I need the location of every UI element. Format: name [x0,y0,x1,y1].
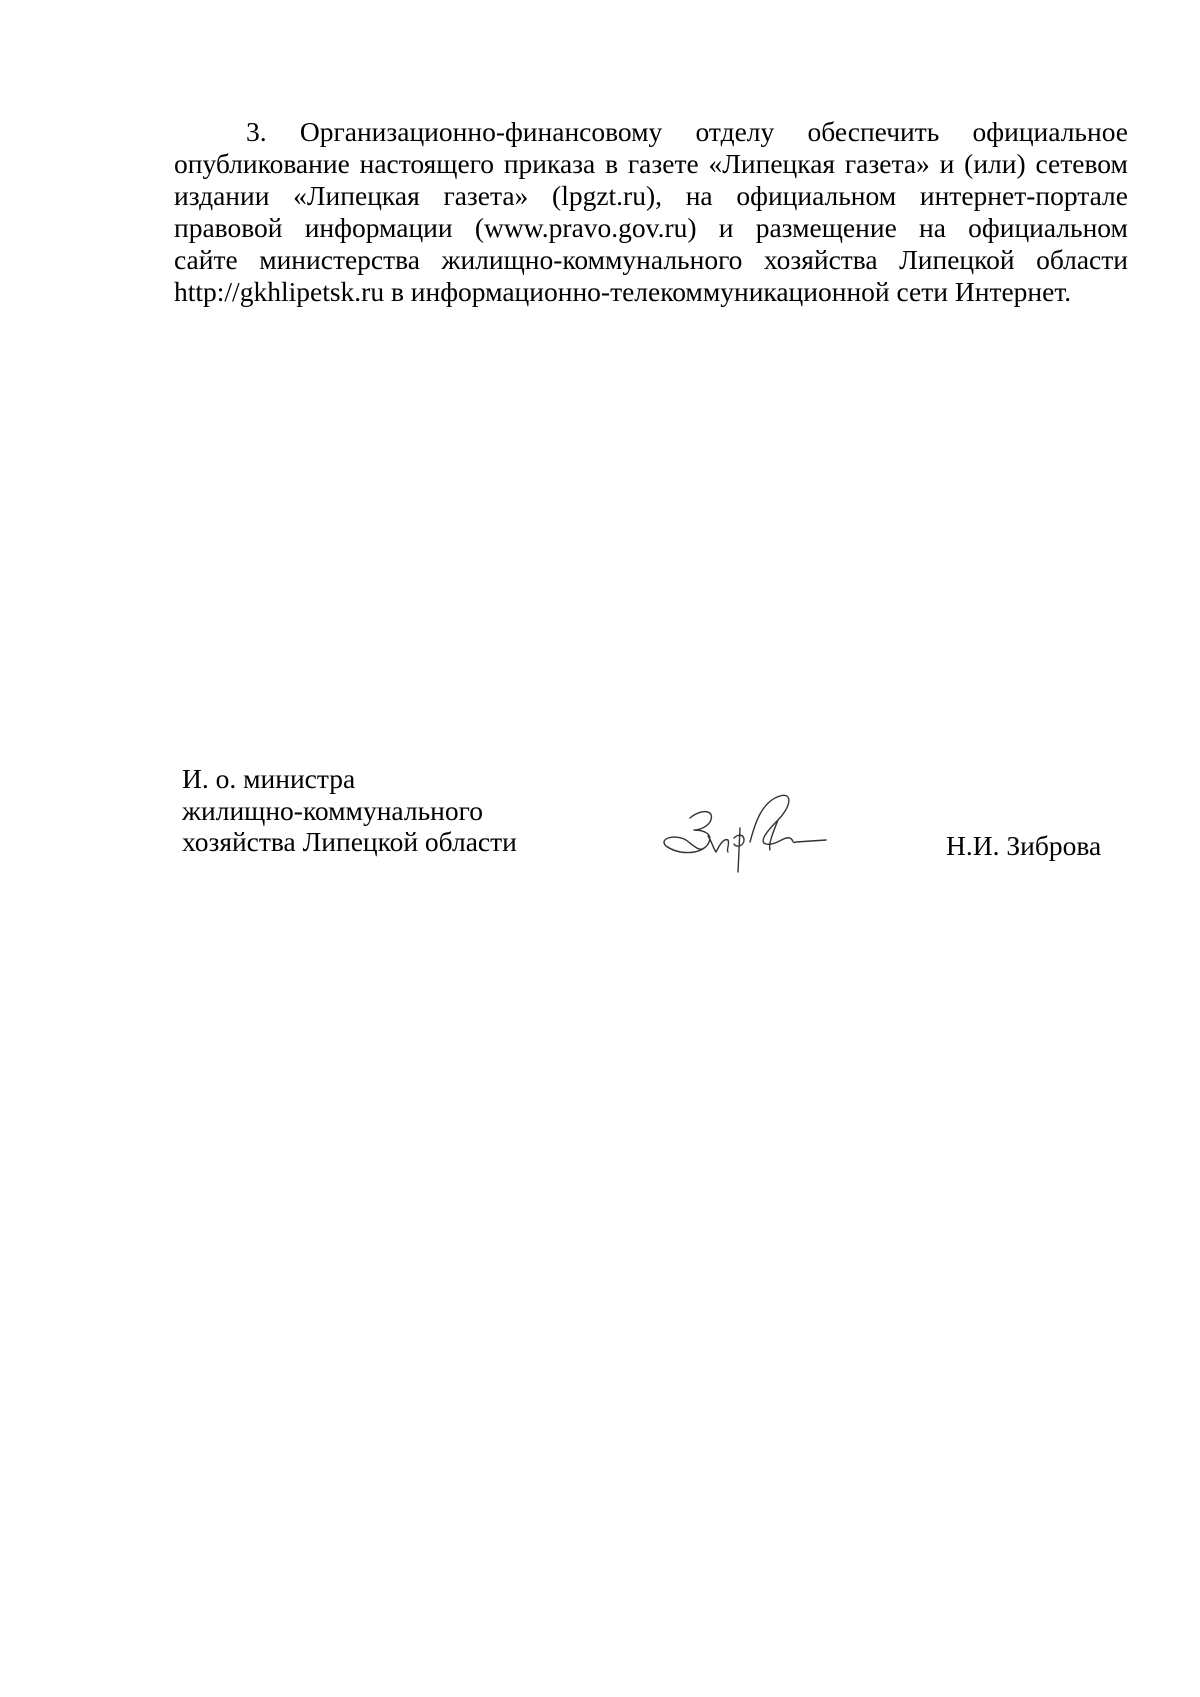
clause-number: 3. [246,116,267,147]
clause-word: информации [304,212,453,243]
clause-word: интернет-портале [919,180,1128,211]
clause-word: газета» [844,148,930,179]
clause-word: Липецкой [899,244,1015,275]
clause-word: опубликование [174,148,350,179]
clause-word: и [939,148,955,179]
position-line: И. о. министра [182,763,356,794]
clause-word: официальном [968,212,1128,243]
signatory-position [182,763,602,858]
handwritten-signature [650,780,850,900]
clause-word: (или) [964,148,1026,179]
clause-word: на [919,212,946,243]
clause-word: (lpgzt.ru), [552,180,662,211]
signer-name: Н.И. Зиброва [946,830,1102,861]
clause-word: сетевом [1035,148,1128,179]
clause-line-6 [174,272,1128,312]
clause-word: отделу [695,116,775,147]
clause-word: в [605,148,619,179]
clause-word: приказа [503,148,596,179]
clause-word: области [1036,244,1128,275]
clause-word: жилищно-коммунального [441,244,743,275]
clause-word: обеспечить [807,116,940,147]
clause-word: официальном [736,180,897,211]
position-line: хозяйства Липецкой области [182,826,517,857]
clause-url-text: http://gkhlipetsk.ru в информационно-телекоммуникационной сети Интернет. [174,276,1072,307]
clause-word: настоящего [359,148,495,179]
clause-word: издании [174,180,270,211]
clause-word: хозяйства [763,244,878,275]
clause-word: «Липецкая [293,180,420,211]
position-line: жилищно-коммунального [182,794,483,826]
clause-word: на [685,180,713,211]
clause-word: и [718,212,734,243]
clause-word: сайте [174,244,238,275]
clause-word: официальное [972,116,1128,147]
clause-word: «Липецкая [708,148,836,179]
clause-word: правовой [174,212,283,243]
clause-word: газете [627,148,699,179]
clause-word: размещение [755,212,897,243]
clause-word: Организационно-финансовому [299,116,663,147]
clause-word: министерства [259,244,420,275]
clause-word: (www.pravo.gov.ru) [474,212,697,243]
clause-word: газета» [443,180,529,211]
